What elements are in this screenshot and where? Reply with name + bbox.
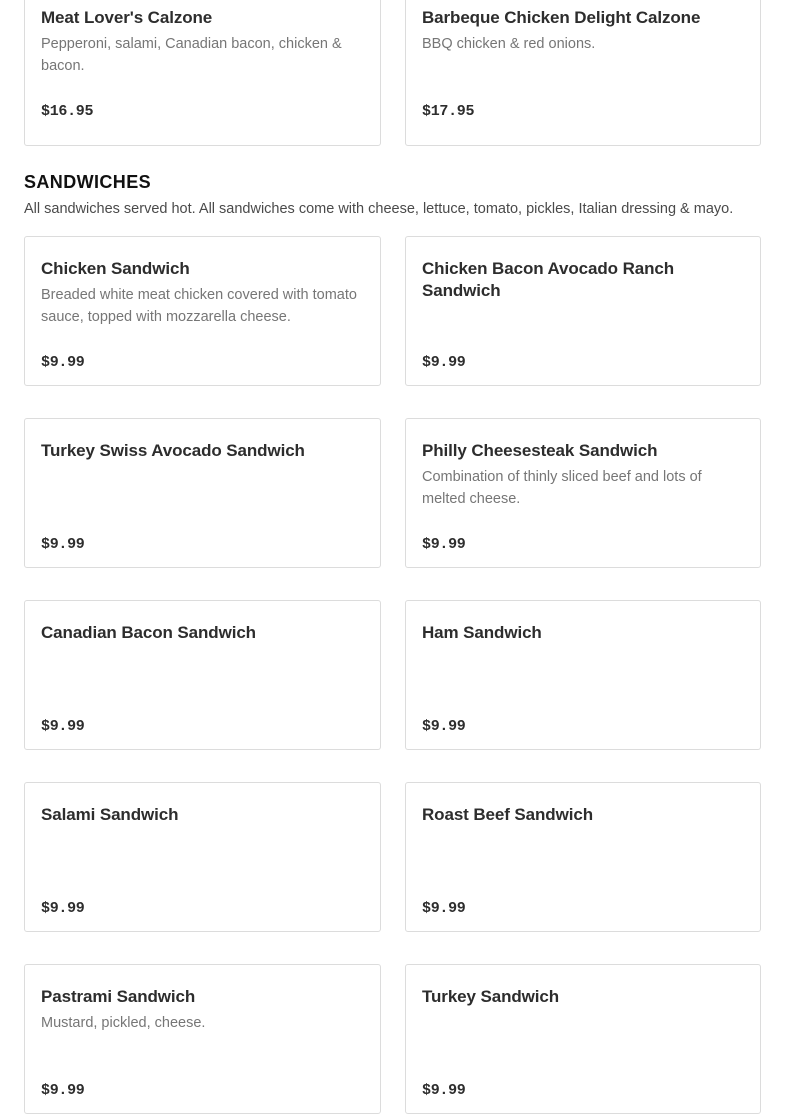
- menu-item-price: $9.99: [422, 900, 466, 917]
- menu-item-name: Pastrami Sandwich: [41, 987, 196, 1006]
- menu-item-name: Roast Beef Sandwich: [422, 805, 593, 824]
- menu-item-price: $9.99: [422, 536, 466, 553]
- menu-item-price: $16.95: [41, 103, 94, 120]
- menu-item-description: Breaded white meat chicken covered with tomato sauce, topped with mozzarella cheese.: [41, 287, 357, 325]
- menu-item-card[interactable]: [24, 236, 381, 386]
- menu-item-price: $9.99: [41, 1082, 85, 1099]
- menu-item-card[interactable]: [405, 0, 761, 146]
- section-title: SANDWICHES: [24, 172, 152, 192]
- menu-item-name: Chicken Bacon Avocado Ranch Sandwich: [422, 259, 675, 300]
- menu-item-card[interactable]: [405, 236, 761, 386]
- menu-item-description: BBQ chicken & red onions.: [422, 36, 596, 52]
- menu-item-card[interactable]: [405, 782, 761, 932]
- menu-item-card[interactable]: [405, 964, 761, 1114]
- menu-item-name: Chicken Sandwich: [41, 259, 190, 278]
- sandwich-items-grid: [24, 236, 761, 1114]
- menu-item-card[interactable]: [24, 418, 381, 568]
- menu-item-price: $17.95: [422, 103, 475, 120]
- menu-item-description: Combination of thinly sliced beef and lots of melted cheese.: [422, 469, 702, 507]
- sandwiches-section-header: [24, 166, 761, 220]
- menu-item-price: $9.99: [422, 354, 466, 371]
- menu-item-name: Barbeque Chicken Delight Calzone: [422, 8, 701, 27]
- menu-item-price: $9.99: [41, 536, 85, 553]
- menu-item-price: $9.99: [41, 718, 85, 735]
- section-description: All sandwiches served hot. All sandwiches come with cheese, lettuce, tomato, pickles, Italian dressing & mayo.: [24, 201, 734, 217]
- menu-item-card[interactable]: [405, 600, 761, 750]
- menu-item-price: $9.99: [41, 354, 85, 371]
- menu-item-name: Meat Lover's Calzone: [41, 8, 213, 27]
- menu-item-name: Canadian Bacon Sandwich: [41, 623, 256, 642]
- calzone-items-grid: [24, 0, 761, 146]
- menu-item-name: Salami Sandwich: [41, 805, 179, 824]
- menu-item-price: $9.99: [422, 718, 466, 735]
- menu-item-card[interactable]: [24, 600, 381, 750]
- menu-item-name: Turkey Swiss Avocado Sandwich: [41, 441, 305, 460]
- menu-item-name: Turkey Sandwich: [422, 987, 560, 1006]
- menu-item-name: Ham Sandwich: [422, 623, 542, 642]
- menu-item-card[interactable]: [24, 964, 381, 1114]
- menu-item-price: $9.99: [41, 900, 85, 917]
- menu-item-price: $9.99: [422, 1082, 466, 1099]
- menu-item-description: Pepperoni, salami, Canadian bacon, chicken & bacon.: [41, 36, 342, 74]
- menu-page: [24, 0, 761, 1114]
- menu-item-card[interactable]: [24, 782, 381, 932]
- menu-item-card[interactable]: [24, 0, 381, 146]
- menu-item-name: Philly Cheesesteak Sandwich: [422, 441, 658, 460]
- menu-item-card[interactable]: [405, 418, 761, 568]
- menu-item-description: Mustard, pickled, cheese.: [41, 1015, 206, 1031]
